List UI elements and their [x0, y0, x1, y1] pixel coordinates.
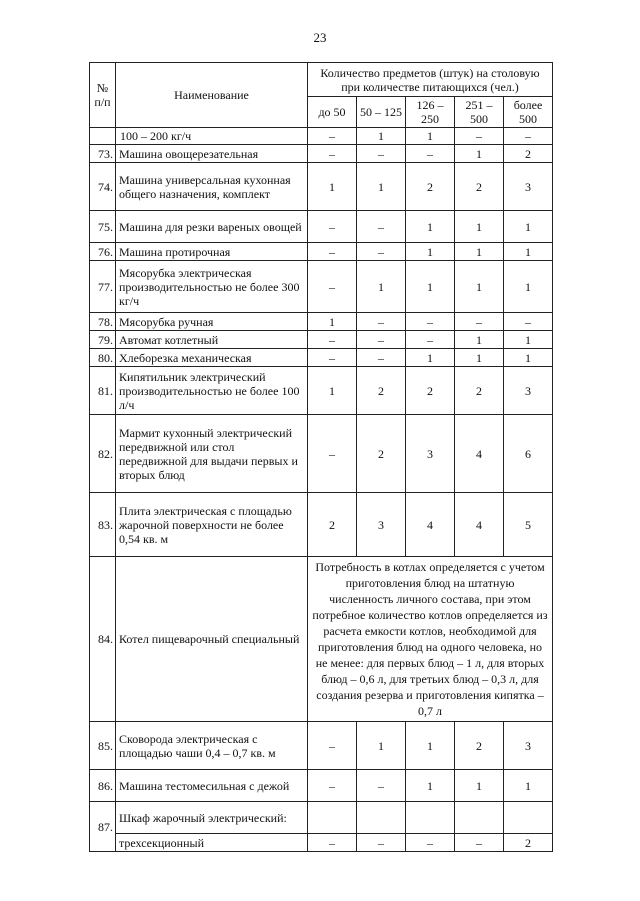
row-value: – — [357, 349, 406, 367]
row-value: – — [357, 243, 406, 261]
row-name: Автомат котлетный — [116, 331, 308, 349]
table-row — [90, 211, 553, 243]
row-value: – — [308, 145, 357, 163]
header-num: № п/п — [90, 63, 116, 128]
row-value: 1 — [504, 770, 553, 802]
row-value: – — [504, 128, 553, 145]
row-value: – — [357, 834, 406, 852]
row-num: 75. — [90, 211, 116, 243]
row-value: 1 — [406, 211, 455, 243]
table-row — [90, 415, 553, 493]
row-value: 1 — [455, 770, 504, 802]
table-row — [90, 493, 553, 557]
row-value: 1 — [455, 243, 504, 261]
row-value: 2 — [357, 415, 406, 493]
row-num: 81. — [90, 367, 116, 415]
row-value: 1 — [357, 261, 406, 313]
header-group: более 500 — [504, 97, 553, 128]
table-row — [90, 261, 553, 313]
row-name: Котел пищеварочный специальный — [116, 557, 308, 722]
row-value: 3 — [357, 493, 406, 557]
row-num: 85. — [90, 722, 116, 770]
row-value: 2 — [504, 834, 553, 852]
header-group: до 50 — [308, 97, 357, 128]
header-qty: Количество предметов (штук) на столовую при количестве питающихся (чел.) — [308, 63, 553, 97]
table-row — [90, 834, 553, 852]
row-value: 3 — [504, 367, 553, 415]
row-value: 1 — [455, 211, 504, 243]
row-value-empty — [357, 802, 406, 834]
row-name: 100 – 200 кг/ч — [116, 128, 308, 145]
table-row — [90, 331, 553, 349]
row-value: – — [308, 770, 357, 802]
row-value: 1 — [406, 770, 455, 802]
row-value: 1 — [504, 211, 553, 243]
row-value: – — [406, 313, 455, 331]
row-value: 1 — [406, 243, 455, 261]
row-value: 3 — [504, 722, 553, 770]
table-row — [90, 722, 553, 770]
row-value: 2 — [406, 163, 455, 211]
row-value: – — [308, 243, 357, 261]
equipment-table — [89, 62, 553, 852]
row-value: – — [504, 313, 553, 331]
header-group: 126 – 250 — [406, 97, 455, 128]
row-name: Машина протирочная — [116, 243, 308, 261]
row-value: – — [308, 415, 357, 493]
row-name: Машина овощерезательная — [116, 145, 308, 163]
row-value-empty — [455, 802, 504, 834]
row-value: 1 — [357, 722, 406, 770]
row-value: 1 — [455, 331, 504, 349]
row-name: Машина универсальная кухонная общего назначения, комплект — [116, 163, 308, 211]
page-number: 23 — [313, 30, 327, 45]
row-value: – — [406, 834, 455, 852]
row-value: 1 — [406, 261, 455, 313]
table-row — [90, 349, 553, 367]
row-num: 77. — [90, 261, 116, 313]
row-value-empty — [406, 802, 455, 834]
table-row — [90, 367, 553, 415]
table-row — [90, 163, 553, 211]
row-num: 73. — [90, 145, 116, 163]
row-num: 78. — [90, 313, 116, 331]
row-value: 5 — [504, 493, 553, 557]
row-value: – — [455, 128, 504, 145]
header-group: 251 – 500 — [455, 97, 504, 128]
row-value: – — [406, 331, 455, 349]
row-num: 76. — [90, 243, 116, 261]
row-value: – — [357, 770, 406, 802]
row-value: 1 — [455, 261, 504, 313]
row-value: – — [308, 722, 357, 770]
row-value: 2 — [357, 367, 406, 415]
row-name: Мармит кухонный электрический передвижной или стол передвижной для выдачи первых и вторых блюд — [116, 415, 308, 493]
row-value: 6 — [504, 415, 553, 493]
row-name: Плита электрическая с площадью жарочной поверхности не более 0,54 кв. м — [116, 493, 308, 557]
row-value: 1 — [406, 349, 455, 367]
row-name: Машина для резки вареных овощей — [116, 211, 308, 243]
table-row — [90, 243, 553, 261]
row-value: 1 — [455, 145, 504, 163]
row-value: 1 — [504, 261, 553, 313]
row-value: – — [406, 145, 455, 163]
table-row — [90, 313, 553, 331]
row-value: – — [455, 313, 504, 331]
header-row-top — [90, 63, 553, 97]
row-value: – — [308, 261, 357, 313]
row-num: 74. — [90, 163, 116, 211]
row-value: 1 — [455, 349, 504, 367]
row-value: – — [308, 331, 357, 349]
row-value: – — [357, 211, 406, 243]
row-subname: трехсекционный — [116, 834, 308, 852]
row-value: – — [308, 211, 357, 243]
row-name: Хлеборезка механическая — [116, 349, 308, 367]
row-value: 2 — [455, 163, 504, 211]
row-value: – — [308, 128, 357, 145]
row-num: 84. — [90, 557, 116, 722]
row-value: 4 — [406, 493, 455, 557]
row-value: 1 — [504, 349, 553, 367]
header-name: Наименование — [116, 63, 308, 128]
header-group: 50 – 125 — [357, 97, 406, 128]
table-row — [90, 557, 553, 722]
row-value: 1 — [357, 163, 406, 211]
row-value-empty — [504, 802, 553, 834]
table-row — [90, 802, 553, 834]
row-value: 1 — [504, 331, 553, 349]
row-name: Кипятильник электрический производительностью не более 100 л/ч — [116, 367, 308, 415]
row-value: – — [357, 331, 406, 349]
row-value: – — [308, 834, 357, 852]
row-value: 1 — [357, 128, 406, 145]
row-value: 2 — [455, 722, 504, 770]
row-value: 2 — [406, 367, 455, 415]
row-name: Мясорубка электрическая производительностью не более 300 кг/ч — [116, 261, 308, 313]
row-value: – — [455, 834, 504, 852]
row-value: 2 — [504, 145, 553, 163]
row-value: 1 — [406, 128, 455, 145]
row-value: 1 — [308, 313, 357, 331]
row-num: 83. — [90, 493, 116, 557]
row-value: 4 — [455, 493, 504, 557]
row-value: 2 — [308, 493, 357, 557]
row-value: – — [308, 349, 357, 367]
row-num: 79. — [90, 331, 116, 349]
row-value: 1 — [308, 367, 357, 415]
row-value: 3 — [406, 415, 455, 493]
row-value: – — [357, 313, 406, 331]
row-name: Сковорода электрическая с площадью чаши 0,4 – 0,7 кв. м — [116, 722, 308, 770]
row-num — [90, 128, 116, 145]
row-num: 82. — [90, 415, 116, 493]
row-num: 87. — [90, 802, 116, 852]
row-value: 1 — [308, 163, 357, 211]
row-value: 3 — [504, 163, 553, 211]
row-name: Машина тестомесильная с дежой — [116, 770, 308, 802]
row-name: Шкаф жарочный электрический: — [116, 802, 308, 834]
row-name: Мясорубка ручная — [116, 313, 308, 331]
row-num: 86. — [90, 770, 116, 802]
table-row — [90, 145, 553, 163]
row-value: 4 — [455, 415, 504, 493]
row-value: 2 — [455, 367, 504, 415]
table-row — [90, 128, 553, 145]
row-num: 80. — [90, 349, 116, 367]
row-value: 1 — [504, 243, 553, 261]
boiler-requirement-note: Потребность в котлах определяется с учетом приготовления блюд на штатную численность личного состава, при этом потребное количество котлов определяется из расчета емкости котлов, необходимой для приготовления блюд на одного человека, но не менее: для первых блюд – 1 л, для вторых блюд – 0,6 л, для третьих блюд – 0,3 л, для создания резерва и приготовления кипятка – 0,7 л — [308, 557, 553, 722]
row-value-empty — [308, 802, 357, 834]
table-row — [90, 770, 553, 802]
row-value: 1 — [406, 722, 455, 770]
row-value: – — [357, 145, 406, 163]
